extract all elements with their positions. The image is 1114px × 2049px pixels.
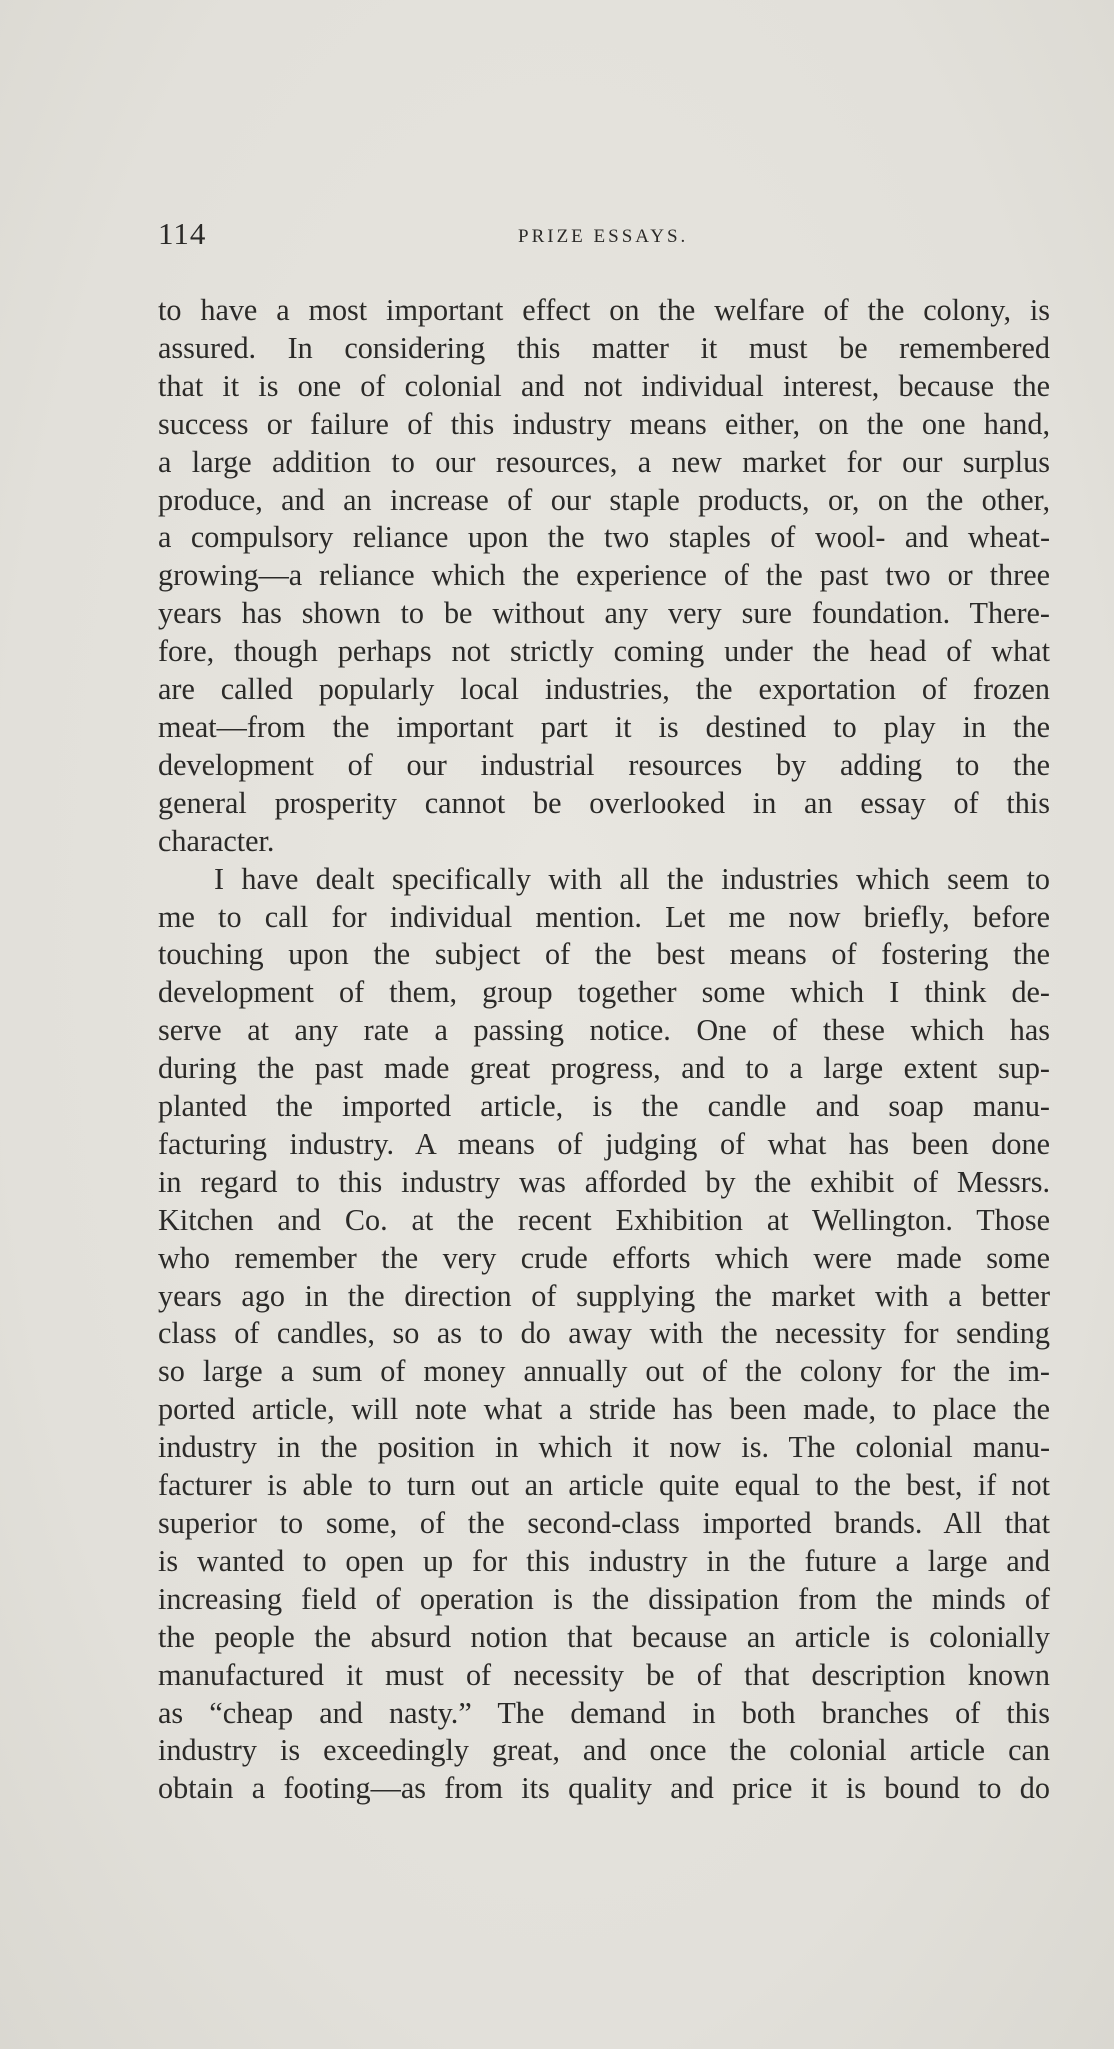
text-line: class of candles, so as to do away with the necessity for sending: [158, 1316, 1050, 1351]
text-line: that it is one of colonial and not individual interest, because the: [158, 368, 1050, 403]
text-line: growing—a reliance which the experience of the past two or three: [158, 558, 1050, 593]
text-line: industry is exceedingly great, and once the colonial article can: [158, 1733, 1050, 1768]
text-line: I have dealt specifically with all the industries which seem to: [214, 861, 1050, 896]
text-line: in regard to this industry was afforded by the exhibit of Messrs.: [158, 1164, 1050, 1199]
text-line: facturing industry. A means of judging of what has been done: [158, 1126, 1050, 1161]
text-line: produce, and an increase of our staple products, or, on the other,: [158, 482, 1050, 517]
text-line: Kitchen and Co. at the recent Exhibition at Wellington. Those: [158, 1202, 1050, 1237]
text-line: superior to some, of the second-class imported brands. All that: [158, 1506, 1050, 1540]
text-line: general prosperity cannot be overlooked in an essay of this: [158, 785, 1050, 820]
running-title: PRIZE ESSAYS.: [518, 226, 689, 247]
text-line: development of them, group together some which I think de-: [158, 975, 1050, 1010]
text-line: industry in the position in which it now is. The colonial manu-: [158, 1430, 1050, 1465]
page-number: 114: [158, 216, 207, 251]
text-line: as “cheap and nasty.” The demand in both branches of this: [158, 1695, 1050, 1730]
text-line: a compulsory reliance upon the two staples of wool- and wheat-: [158, 520, 1050, 555]
text-line: me to call for individual mention. Let me now briefly, before: [158, 899, 1050, 934]
text-line: who remember the very crude efforts which were made some: [158, 1240, 1050, 1275]
text-line: to have a most important effect on the welfare of the colony, is: [158, 293, 1050, 327]
text-line: manufactured it must of necessity be of that description known: [158, 1657, 1050, 1692]
text-line: planted the imported article, is the candle and soap manu-: [158, 1089, 1050, 1124]
body-text: [158, 292, 1050, 1808]
text-line: character.: [158, 823, 275, 858]
text-line: during the past made great progress, and to a large extent sup-: [158, 1051, 1050, 1086]
text-line: serve at any rate a passing notice. One of these which has: [158, 1013, 1050, 1048]
text-line: success or failure of this industry means either, on the one hand,: [158, 406, 1050, 441]
text-line: so large a sum of money annually out of the colony for the im-: [158, 1354, 1050, 1389]
text-line: a large addition to our resources, a new market for our surplus: [158, 444, 1050, 479]
text-line: meat—from the important part it is destined to play in the: [158, 709, 1050, 744]
text-line: obtain a footing—as from its quality and price it is bound to do: [158, 1771, 1050, 1806]
text-line: years has shown to be without any very sure foundation. There-: [158, 596, 1050, 631]
text-line: development of our industrial resources by adding to the: [158, 747, 1050, 782]
text-line: years ago in the direction of supplying the market with a better: [158, 1278, 1050, 1313]
text-line: touching upon the subject of the best means of fostering the: [158, 937, 1050, 972]
text-line: is wanted to open up for this industry in the future a large and: [158, 1543, 1050, 1578]
text-line: fore, though perhaps not strictly coming under the head of what: [158, 634, 1050, 669]
text-line: facturer is able to turn out an article quite equal to the best, if not: [158, 1468, 1050, 1503]
text-line: ported article, will note what a stride has been made, to place the: [158, 1392, 1050, 1427]
text-line: assured. In considering this matter it must be remembered: [158, 330, 1050, 365]
text-line: are called popularly local industries, the exportation of frozen: [158, 672, 1050, 707]
text-line: increasing field of operation is the dissipation from the minds of: [158, 1581, 1050, 1616]
text-line: the people the absurd notion that because an article is colonially: [158, 1619, 1050, 1654]
